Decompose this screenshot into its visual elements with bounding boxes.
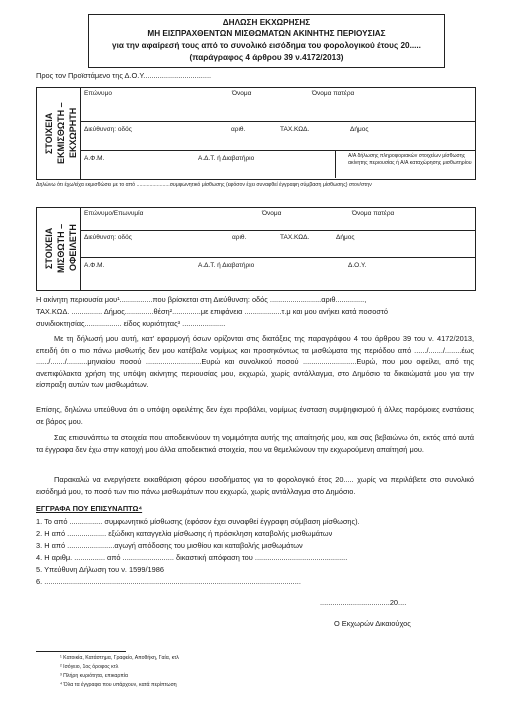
attachments-heading: ΕΓΓΡΑΦΑ ΠΟΥ ΕΠΙΣΥΝΑΠΤΩ⁴ — [36, 504, 143, 513]
assignor-side-label: ΣΤΟΙΧΕΙΑ ΕΚΜΙΣΘΩΤΗ – ΕΚΧΩΡΗΤΗ — [44, 102, 78, 164]
assignor-box — [36, 87, 476, 180]
paragraph-tax-request: Παρακαλώ να ενεργήσετε εκκαθάριση φόρου εισοδήματος για το φορολογικό έτος 20..... χωρίς να περιλάβετε στο συνολικό εισόδημά μου, το ποσό των πιο πάνω μισθωμάτων που εκχωρώ, χωρίς αντάλλαγμα στο Δημόσιο. — [36, 475, 474, 496]
property-line-1: Η ακίνητη περιουσία μου¹................που βρίσκεται στη Διεύθυνση: οδός .........................αριθ.............., — [36, 295, 367, 304]
assignor-id-label: Α.Δ.Τ. ή Διαβατήριο — [198, 155, 255, 162]
attachment-item-4: 4. Η αριθμ. ............... από ......................... δικαστική απόφαση του ............................................. — [36, 553, 348, 562]
title-line-4: (παράγραφος 4 άρθρου 39 ν.4172/2013) — [189, 53, 344, 62]
paragraph-no-objection: Επίσης, δηλώνω υπεύθυνα ότι ο υπόψη οφειλέτης δεν έχει προβάλει, νομίμως ένσταση συμψηφισμού ή άλλες παρόμοιες ενστάσεις σε βάρος μου. — [36, 405, 474, 426]
tenant-address-label: Διεύθυνση: οδός — [84, 234, 132, 241]
tenant-number-label: αριθ. — [232, 234, 247, 241]
footnote-4: ⁴ Όλα τα έγγραφα που υπάρχουν, κατά περίπτωση — [60, 682, 177, 688]
assignor-name-label: Όνομα — [232, 90, 252, 97]
footnote-1: ¹ Κατοικία, Κατάστημα, Γραφείο, Αποθήκη, Γαία, κτλ — [60, 655, 179, 661]
property-line-2: ΤΑΧ.ΚΩΔ. ............... Δήμος..............θέση²..............με επιφάνεια ..................τ.μ και μου ανήκει κατά ποσοστό — [36, 307, 388, 316]
tenant-surname-label: Επώνυμο/Επωνυμία — [84, 210, 144, 217]
paragraph-assignment: Με τη δήλωσή μου αυτή, κατ' εφαρμογή όσων ορίζονται στις διατάξεις της παραγράφου 4 του άρθρου 39 του ν. 4172/2013, επειδή ότι ο πιο πάνω μισθωτής δεν μου κατέβαλε νομίμως και προσηκόντως τα μισθώματα της περιόδου από ....../......./........έως ....../......./..........μηνιαίου ποσού ...........................Ευρώ και συνολικού ποσού ..........................Ευρώ, που μου οφείλει, από της ανεπιφύλακτα χρήση της υπόψη ακίνητης περιουσίας μου, εκχωρώ, χωρίς αντάλλαγμα, στο Δημόσιο τα δικαιώματά μου για την είσπραξη αυτών των μισθωμάτων. — [36, 334, 474, 390]
assignor-municipality-label: Δήμος — [350, 126, 369, 133]
assignor-note-line-2: ακίνητης περιουσίας ή Α/Α καταχώρησης μισθωτηρίου — [348, 160, 472, 166]
tenant-postcode-label: ΤΑΧ.ΚΩΔ. — [280, 234, 310, 241]
footnote-separator — [36, 651, 126, 652]
title-line-2: ΜΗ ΕΙΣΠΡΑΧΘΕΝΤΩΝ ΜΙΣΘΩΜΑΤΩΝ ΑΚΙΝΗΤΗΣ ΠΕΡΙΟΥΣΙΑΣ — [147, 29, 386, 38]
footnote-2: ² Ισόγειο, 1ος όροφος κτλ — [60, 664, 119, 670]
title-line-3: για την αφαίρεσή τους από το συνολικό εισόδημα του φορολογικού έτους 20..... — [112, 41, 421, 50]
assignor-note-line-1: Α/Α δήλωσης πληροφοριακών στοιχείων μίσθωσης — [348, 153, 466, 159]
signature-date: ..................................20.... — [320, 598, 407, 607]
tenant-afm-label: Α.Φ.Μ. — [84, 262, 105, 269]
tenant-father-label: Όνομα πατέρα — [352, 210, 395, 217]
property-line-3: συνιδιοκτησίας.................. είδος κυριότητας³ ..................... — [36, 319, 226, 328]
assignor-afm-label: Α.Φ.Μ. — [84, 155, 105, 162]
attachment-item-1: 1. Το από ................ συμφωνητικό μίσθωσης (εφόσον έχει συναφθεί έγγραφη σύμβαση μίσθωσης). — [36, 517, 360, 526]
assignor-number-label: αριθ. — [231, 126, 246, 133]
signature-role: Ο Εκχωρών Δικαιούχος — [334, 619, 411, 628]
assignor-surname-label: Επώνυμο — [84, 90, 112, 97]
assignor-father-label: Όνομα πατέρα — [312, 90, 355, 97]
tenant-doy-label: Δ.Ο.Υ. — [348, 262, 367, 269]
attachment-item-5: 5. Υπεύθυνη Δήλωση του ν. 1599/1986 — [36, 565, 164, 574]
tenant-name-label: Όνομα — [262, 210, 282, 217]
attachment-item-2: 2. Η από ................... εξώδικη καταγγελία μίσθωσης ή πρόσκληση καταβολής μισθωμάτων — [36, 529, 333, 538]
paragraph-evidence: Σας επισυνάπτω τα στοιχεία που αποδεικνύουν τη νομιμότητα αυτής της απαίτησής μου, και σας βεβαιώνω ότι, εκτός από αυτά τα έγγραφα δεν έχω στην κατοχή μου άλλα αποδεικτικά στοιχεία, που να θεμελιώνουν την εκχωρούμενη απαίτησή μου. — [36, 433, 474, 454]
tenant-box — [36, 207, 476, 291]
tenant-divider — [80, 207, 81, 290]
tenant-id-label: Α.Δ.Τ. ή Διαβατήριο — [198, 262, 255, 269]
tenant-side-label: ΣΤΟΙΧΕΙΑ ΜΙΣΘΩΤΗ – ΟΦΕΙΛΕΤΗ — [44, 223, 78, 273]
assignor-address-label: Διεύθυνση: οδός — [84, 126, 132, 133]
assignor-postcode-label: ΤΑΧ.ΚΩΔ. — [280, 126, 310, 133]
attachment-item-6: 6. ............................................................................................................................. — [36, 577, 301, 586]
title-line-1: ΔΗΛΩΣΗ ΕΚΧΩΡΗΣΗΣ — [222, 18, 311, 27]
attachment-item-3: 3. Η από .......................αγωγή απόδοσης του μισθίου και καταβολής μισθωμάτων — [36, 541, 303, 550]
addressee: Προς τον Προϊστάμενο της Δ.Ο.Υ................................. — [36, 71, 212, 80]
assignor-divider — [80, 87, 81, 179]
tenant-municipality-label: Δήμος — [336, 234, 355, 241]
declaration-line: Δηλώνω ότι έχω/είχα εκμισθώσει με το από .......................συμφωνητικό μίσθωσης (εφόσον έχει συναφθεί έγγραφη σύμβαση μίσθωσης) στον/στην — [36, 182, 372, 188]
footnote-3: ³ Πλήρη κυριότητα, επικαρπία — [60, 673, 128, 679]
title-box — [88, 14, 445, 68]
